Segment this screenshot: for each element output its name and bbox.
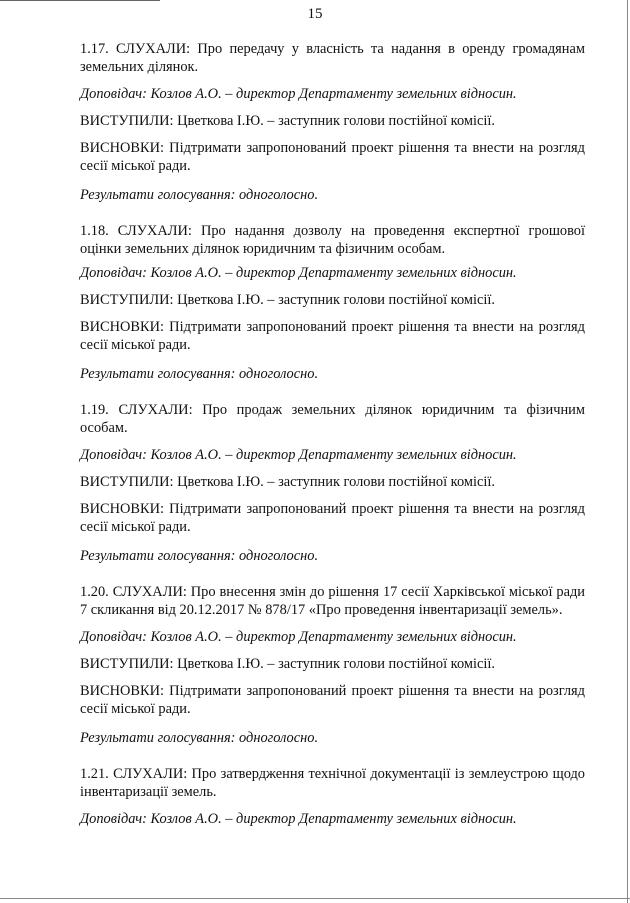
spoke-text: ВИСТУПИЛИ: Цветкова І.Ю. – заступник голови постійної комісії. [80, 113, 495, 129]
conclusion-text: ВИСНОВКИ: Підтримати запропонований проект рішення та внести на розгляд сесії міської ради. [80, 140, 585, 174]
speaker-text: Доповідач: Козлов А.О. – директор Департаменту земельних відносин. [80, 629, 517, 645]
vote-result: Результати голосування: одноголосно. [80, 187, 319, 203]
top-edge-line [0, 0, 160, 1]
conclusion-text: ВИСНОВКИ: Підтримати запропонований проект рішення та внести на розгляд сесії міської ради. [80, 501, 585, 535]
vote-result: Результати голосування: одноголосно. [80, 366, 319, 382]
agenda-item-1-18 [80, 222, 585, 383]
right-edge-line [627, 0, 628, 903]
agenda-item-1-19 [80, 401, 585, 565]
agenda-item-1-21 [80, 765, 585, 828]
speaker-text: Доповідач: Козлов А.О. – директор Департаменту земельних відносин. [80, 265, 517, 281]
agenda-item-1-17 [80, 40, 585, 204]
minutes-content [80, 40, 585, 837]
speaker-text: Доповідач: Козлов А.О. – директор Департаменту земельних відносин. [80, 86, 517, 102]
speaker-text: Доповідач: Козлов А.О. – директор Департаменту земельних відносин. [80, 447, 517, 463]
conclusion-text: ВИСНОВКИ: Підтримати запропонований проект рішення та внести на розгляд сесії міської ради. [80, 683, 585, 717]
spoke-text: ВИСТУПИЛИ: Цветкова І.Ю. – заступник голови постійної комісії. [80, 474, 495, 490]
heard-text: 1.19. СЛУХАЛИ: Про продаж земельних ділянок юридичним та фізичним особам. [80, 402, 585, 436]
heard-text: 1.21. СЛУХАЛИ: Про затвердження технічної документації із землеустрою щодо інвентаризації земель. [80, 766, 585, 800]
vote-result: Результати голосування: одноголосно. [80, 730, 319, 746]
heard-text: 1.17. СЛУХАЛИ: Про передачу у власність та надання в оренду громадянам земельних ділянок. [80, 41, 585, 75]
conclusion-text: ВИСНОВКИ: Підтримати запропонований проект рішення та внести на розгляд сесії міської ради. [80, 319, 585, 353]
heard-text: 1.20. СЛУХАЛИ: Про внесення змін до рішення 17 сесії Харківської міської ради 7 скликання від 20.12.2017 № 878/17 «Про проведення інвентаризації земель». [80, 584, 585, 618]
spoke-text: ВИСТУПИЛИ: Цветкова І.Ю. – заступник голови постійної комісії. [80, 656, 495, 672]
page-number: 15 [307, 6, 323, 22]
spoke-text: ВИСТУПИЛИ: Цветкова І.Ю. – заступник голови постійної комісії. [80, 292, 495, 308]
heard-text: 1.18. СЛУХАЛИ: Про надання дозволу на проведення експертної грошової оцінки земельних ділянок юридичним та фізичним особам. [80, 223, 585, 257]
speaker-text: Доповідач: Козлов А.О. – директор Департаменту земельних відносин. [80, 811, 517, 827]
agenda-item-1-20 [80, 583, 585, 747]
vote-result: Результати голосування: одноголосно. [80, 548, 319, 564]
bottom-edge-line [0, 898, 630, 899]
